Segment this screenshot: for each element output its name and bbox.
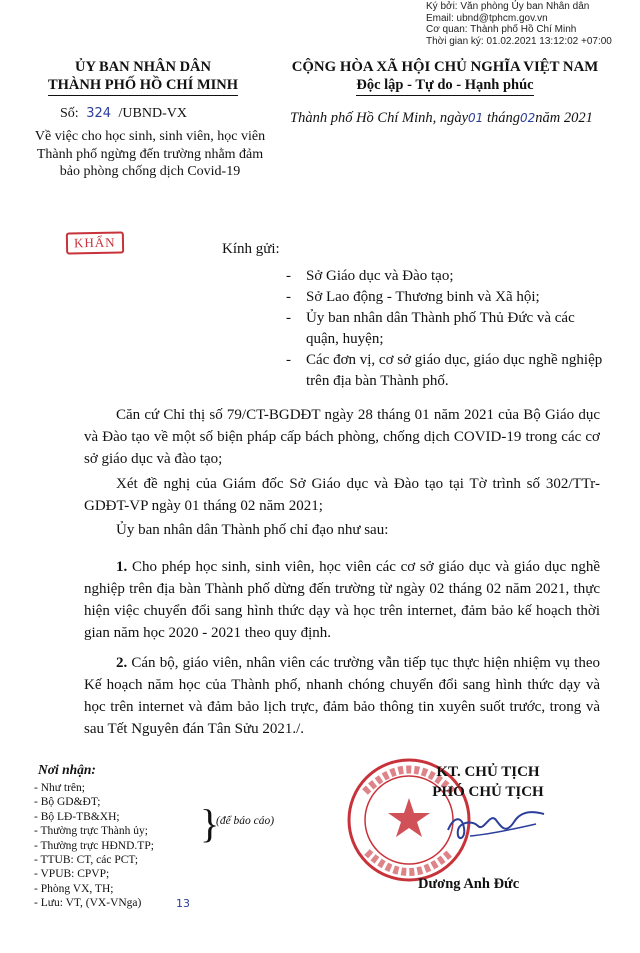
national-title: CỘNG HÒA XÃ HỘI CHỦ NGHĨA VIỆT NAM [291,59,599,75]
signature-title-line1: KT. CHỦ TỊCH [436,764,540,780]
sig-line: Thời gian ký: 01.02.2021 13:12:02 +07:00 [426,35,612,47]
brace-icon: } [200,801,220,846]
document-subject: Về việc cho học sinh, sinh viên, học viên Thành phố ngừng đến trường nhằm đảm bảo phòng chống dịch Covid-19 [34,129,266,179]
document-date [290,110,593,127]
recipient-list [286,266,606,392]
recipients-title: Nơi nhận: [38,762,96,777]
item-number: 2. [116,655,128,671]
issuer-line1: ỦY BAN NHÂN DÂN [74,59,211,75]
handwritten-signature-icon [440,800,550,850]
distribution-list [34,781,154,911]
distribution-item: - Phòng VX, TH; [34,882,114,895]
signature-title [413,762,563,802]
distribution-item: - VPUB: CPVP; [34,868,110,881]
distribution-item: - Bộ LĐ-TB&XH; [34,810,120,823]
paragraph-directive: Ủy ban nhân dân Thành phố chỉ đạo như sau: [116,522,389,538]
item-text: Cán bộ, giáo viên, nhân viên các trường vẫn tiếp tục thực hiện nhiệm vụ theo Kế hoạch năm học của Thành phố, nhanh chóng chuyển đổi sang hình thức dạy và học trên internet và đảm bảo lịch trực, đảm bảo thông tin xuyên suốt trước, trong và sau Tết Nguyên đán Tân Sửu 2021./. [84,655,600,737]
signer-name: Dương Anh Đức [418,876,520,892]
distribution-item: - Thường trực Thành ủy; [34,825,148,838]
distribution-item: - TTUB: CT, các PCT; [34,854,139,867]
signature-title-line2: PHÓ CHỦ TỊCH [432,784,544,800]
greeting: Kính gửi: [222,241,280,257]
document-number [60,106,187,122]
recipient-item: - Ủy ban nhân dân Thành phố Thủ Đức và các quận, huyện; [286,308,606,350]
item-number: 1. [116,559,128,575]
number-suffix: /UBND-VX [118,106,187,121]
urgent-stamp: KHẨN [66,231,124,254]
date-day: 01 [468,111,484,125]
issuer-header [40,58,246,96]
directive-item-2 [84,652,600,740]
distribution-item: - Bộ GD&ĐT; [34,796,101,809]
recipient-item: - Các đơn vị, cơ sở giáo dục, giáo dục nghề nghiệp trên địa bàn Thành phố. [286,350,606,392]
distribution-item: - Như trên; [34,782,85,794]
national-header [278,58,612,96]
sig-line: Cơ quan: Thành phố Hồ Chí Minh [426,24,577,35]
bracket-note: (để báo cáo) [216,815,275,827]
issuer-line2: THÀNH PHỐ HỒ CHÍ MINH [48,76,238,96]
paragraph-legal-basis: Căn cứ Chỉ thị số 79/CT-BGDĐT ngày 28 tháng 01 năm 2021 của Bộ Giáo dục và Đào tạo về một số biện pháp cấp bách phòng, chống dịch COVID-19 trong các cơ sở giáo dục và đào tạo; [84,407,600,467]
number-handwritten: 324 [86,106,112,121]
date-month: 02 [519,111,536,125]
number-prefix: Số: [60,106,79,121]
item-text: Cho phép học sinh, sinh viên, học viên các cơ sở giáo dục và giáo dục nghề nghiệp trên địa bàn Thành phố dừng đến trường từ ngày 02 tháng 02 năm 2021, thực hiện việc chuyển đổi sang hình thức dạy và học trên internet, đảm bảo kế hoạch thời gian năm học 2020 - 2021 theo quy định. [84,559,600,641]
recipient-item: - Sở Giáo dục và Đào tạo; [286,266,606,287]
national-motto: Độc lập - Tự do - Hạnh phúc [356,76,533,96]
sig-line: Ký bởi: Văn phòng Ủy ban Nhân dân [426,1,590,12]
date-prefix: Thành phố Hồ Chí Minh, ngày [290,110,469,126]
digital-signature-info [426,1,612,47]
sig-line: Email: ubnd@tphcm.gov.vn [426,12,548,24]
handwritten-note: 13 [176,897,190,910]
date-suffix: năm 2021 [535,110,593,126]
distribution-item: - Lưu: VT, (VX-VNga) [34,897,142,910]
distribution-item: - Thường trực HĐND.TP; [34,839,154,852]
paragraph-proposal: Xét đề nghị của Giám đốc Sở Giáo dục và Đào tạo tại Tờ trình số 302/TTr-GDĐT-VP ngày 01 tháng 02 năm 2021; [84,476,600,514]
date-mid: tháng [486,110,520,126]
directive-item-1 [84,556,600,644]
recipient-item: - Sở Lao động - Thương binh và Xã hội; [286,287,606,308]
